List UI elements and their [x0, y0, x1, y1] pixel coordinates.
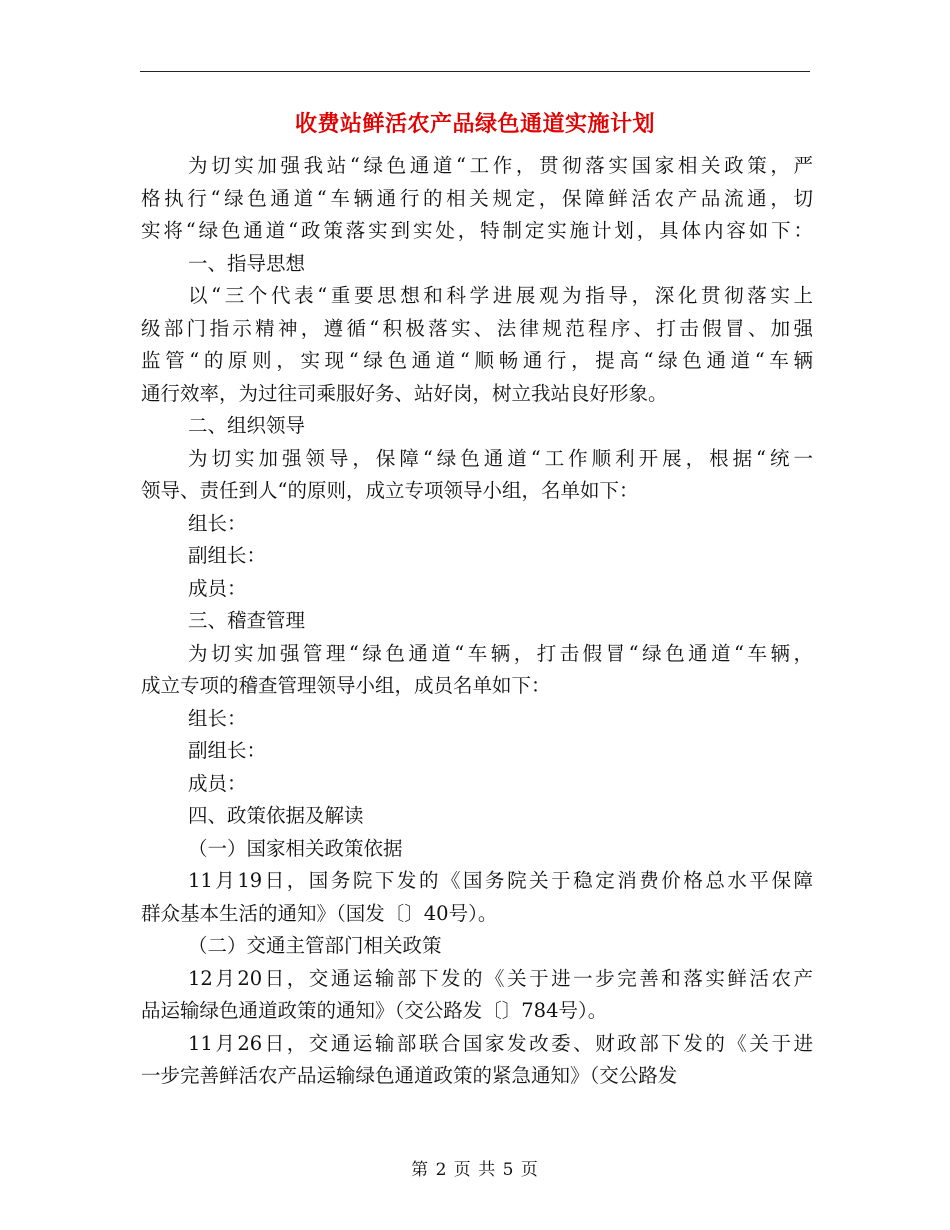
member-line: 副组长：: [188, 739, 267, 762]
page-number: 第 2 页 共 5 页: [411, 1160, 539, 1180]
paragraph-line: 11月26日，交通运输部联合国家发改委、财政部下发的《关于进: [188, 1031, 813, 1055]
member-line: 成员：: [188, 771, 247, 795]
section-heading: 三、稽查管理: [188, 609, 306, 632]
document-title: 收费站鲜活农产品绿色通道实施计划: [294, 112, 655, 137]
subsection-heading: （二）交通主管部门相关政策: [188, 934, 442, 957]
header-rule: [140, 71, 810, 72]
section-heading: 二、组织领导: [188, 414, 306, 437]
member-line: 成员：: [188, 576, 247, 600]
section-heading: 四、政策依据及解读: [188, 804, 364, 827]
member-line: 组长：: [188, 511, 247, 535]
paragraph-line: 11月19日，国务院下发的《国务院关于稳定消费价格总水平保障: [188, 869, 813, 892]
paragraph-line: 级部门指示精神，遵循“积极落实、法律规范程序、打击假冒、加强: [141, 316, 813, 340]
member-line: 组长：: [188, 706, 247, 730]
paragraph-line: 为切实加强我站“绿色通道“工作，贯彻落实国家相关政策，严: [188, 154, 813, 177]
paragraph-line: 格执行“绿色通道“车辆通行的相关规定，保障鲜活农产品流通，切: [141, 186, 813, 210]
paragraph-line: 领导、责任到人“的原则，成立专项领导小组，名单如下：: [141, 479, 639, 502]
paragraph-line: 一步完善鲜活农产品运输绿色通道政策的紧急通知》（交公路发: [141, 1064, 678, 1087]
paragraph-line: 监管“的原则，实现“绿色通道“顺畅通行，提高“绿色通道“车辆: [141, 349, 813, 372]
paragraph-line: 以“三个代表“重要思想和科学进展观为指导，深化贯彻落实上: [188, 284, 813, 307]
paragraph-line: 12月20日，交通运输部下发的《关于进一步完善和落实鲜活农产: [188, 966, 813, 990]
paragraph-line: 为切实加强管理“绿色通道“车辆，打击假冒“绿色通道“车辆，: [188, 641, 813, 665]
paragraph-line: 实将“绿色通道“政策落实到实处，特制定实施计划，具体内容如下：: [141, 219, 813, 242]
member-line: 副组长：: [188, 544, 267, 567]
paragraph-line: 成立专项的稽查管理领导小组，成员名单如下：: [141, 674, 551, 697]
document-body: [141, 150, 813, 1093]
paragraph-line: 为切实加强领导，保障“绿色通道“工作顺利开展，根据“统一: [188, 446, 813, 470]
paragraph-line: 品运输绿色通道政策的通知》（交公路发〔〕784号）。: [141, 999, 608, 1022]
section-heading: 一、指导思想: [188, 251, 306, 275]
paragraph-line: 群众基本生活的通知》（国发〔〕40号）。: [141, 901, 498, 925]
paragraph-line: 通行效率，为过往司乘服好务、站好岗，树立我站良好形象。: [141, 381, 668, 405]
subsection-heading: （一）国家相关政策依据: [188, 836, 403, 860]
